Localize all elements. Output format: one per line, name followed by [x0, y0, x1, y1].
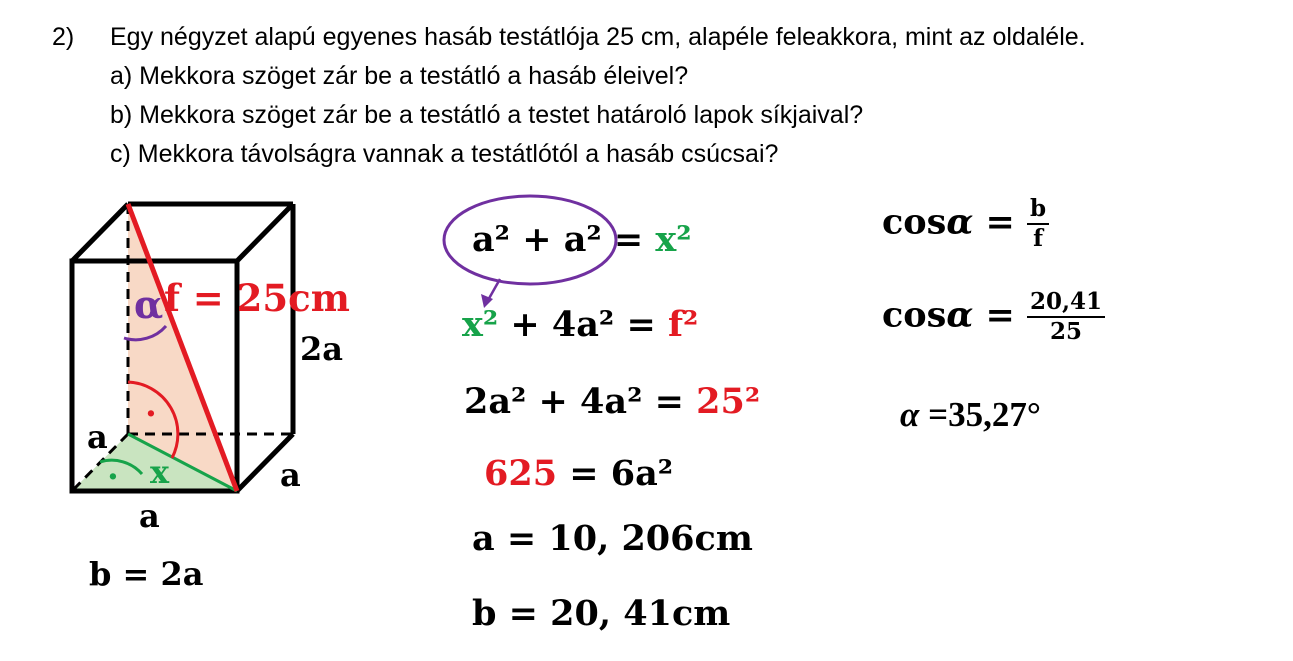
cos1-label: cos — [882, 201, 947, 243]
eq2-x: x² — [462, 304, 499, 345]
eq2-mid: + 4a² = — [498, 304, 668, 345]
height-label: 2a — [300, 330, 343, 368]
cos2-equals: = — [973, 294, 1028, 336]
eq2-f: f² — [667, 304, 699, 345]
cos2-alpha: α — [946, 294, 974, 336]
cos1-denominator: f — [1033, 225, 1044, 252]
eq4-rhs: = 6a² — [557, 453, 674, 494]
equation-4 — [484, 453, 673, 494]
result-alpha: α — [900, 395, 920, 434]
cos1-numerator: b — [1027, 195, 1049, 225]
alpha-label: α — [134, 282, 164, 327]
depth-edge-label: a — [280, 456, 301, 494]
alpha-result — [900, 395, 1041, 435]
equation-6: b = 20, 41cm — [472, 593, 731, 634]
diagonal-length-label: f = 25cm — [164, 276, 350, 320]
left-edge-label: a — [87, 418, 108, 456]
equation-1 — [472, 219, 692, 260]
eq3-lhs: 2a² + 4a² = — [464, 381, 697, 422]
cos2-denominator: 25 — [1050, 318, 1083, 345]
equation-2 — [462, 304, 698, 345]
eq3-rhs: 25² — [696, 381, 761, 422]
cos2-numerator: 20,41 — [1027, 288, 1105, 318]
eq4-lhs: 625 — [484, 453, 558, 494]
cos1-fraction — [1027, 195, 1049, 253]
result-value: =35,27° — [919, 395, 1041, 434]
question-c: c) Mekkora távolságra vannak a testátlótól a hasáb csúcsai? — [110, 140, 779, 168]
right-angle-mark: · — [145, 394, 157, 434]
question-a: a) Mekkora szöget zár be a testátló a hasáb éleivel? — [110, 62, 689, 90]
question-b: b) Mekkora szöget zár be a testátló a testet határoló lapok síkjaival? — [110, 101, 864, 129]
eq1-rhs: x² — [655, 219, 692, 260]
cos1-equals: = — [973, 201, 1028, 243]
cosine-substituted — [882, 288, 1105, 346]
problem-text: Egy négyzet alapú egyenes hasáb testátlója 25 cm, alapéle feleakkora, mint az oldaléle. — [110, 23, 1086, 51]
equation-3 — [464, 381, 760, 422]
b-equation: b = 2a — [89, 555, 204, 593]
cos1-alpha: α — [946, 201, 974, 243]
base-angle-mark: · — [107, 457, 119, 497]
cos2-label: cos — [882, 294, 947, 336]
cosine-formula — [882, 195, 1049, 253]
base-edge-label: a — [139, 497, 160, 535]
eq1-equals: = — [601, 219, 656, 260]
equation-5: a = 10, 206cm — [472, 518, 753, 559]
cos2-fraction — [1027, 288, 1105, 346]
eq1-lhs: a² + a² — [472, 219, 602, 260]
x-label: x — [150, 453, 170, 491]
problem-number: 2) — [52, 23, 75, 51]
